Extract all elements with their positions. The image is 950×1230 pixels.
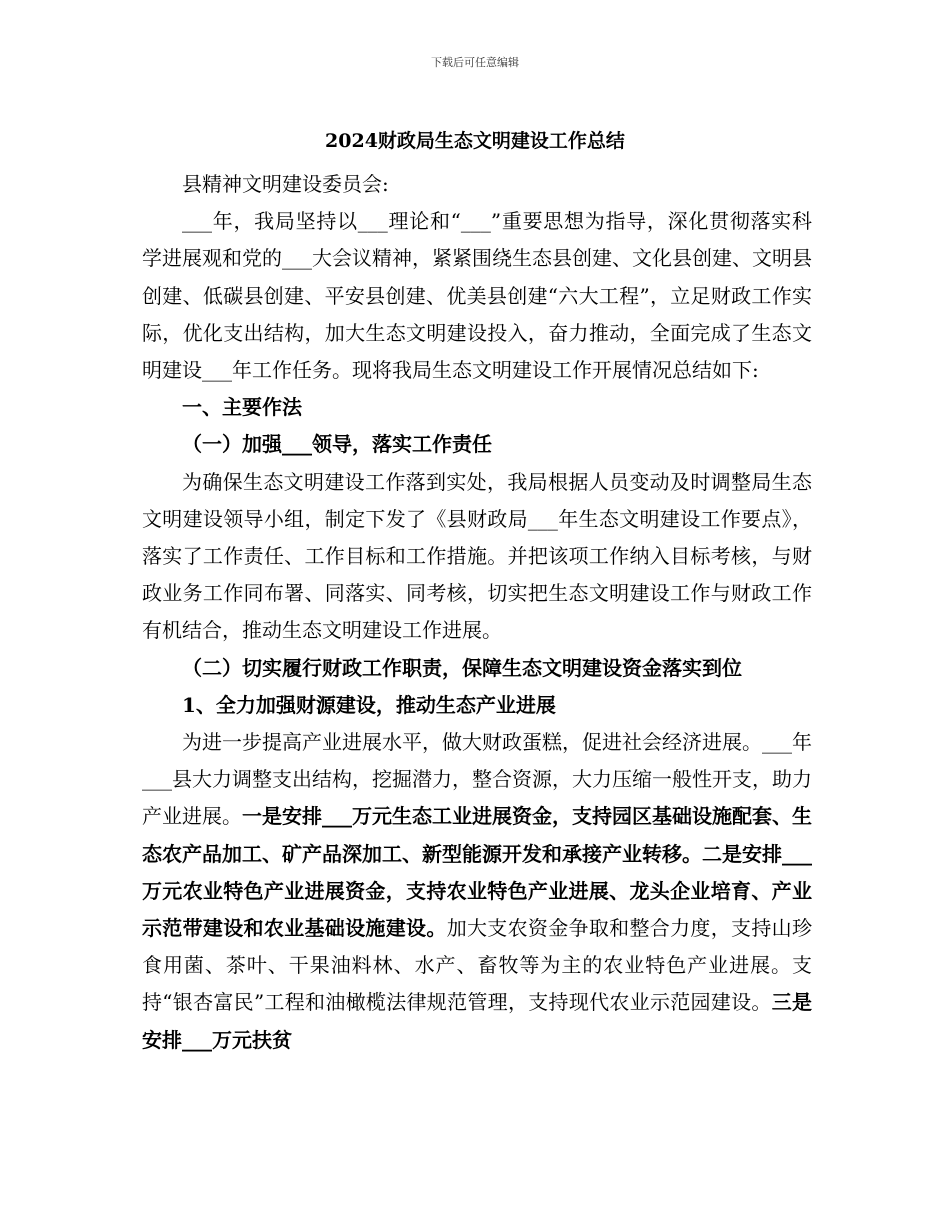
text-run: 一、主要作法 <box>182 395 302 420</box>
document-title: 2024财政局生态文明建设工作总结 <box>325 130 625 152</box>
text-run: （二）切实履行财政工作职责，保障生态文明建设资金落实到位 <box>182 655 742 680</box>
text-run: 为进一步提高产业进展水平，做大财政蛋糕，促进社会经济进展。___年___县大力调整支出结构，挖掘潜力，整合资源，大力压缩一般性开支，助力产业进展。 <box>142 730 812 829</box>
bold-text-run: 一是安排___万元生态工业进展资金，支持园区基础设施配套、生态农产品加工、矿产品深加工、新型能源开发和承接产业转移。二是安排___万元农业特色产业进展资金，支持农业特色产业进展、龙头企业培育、产业示范带建设和农业基础设施建设。 <box>142 804 812 941</box>
text-run: 为确保生态文明建设工作落到实处，我局根据人员变动及时调整局生态文明建设领导小组，制定下发了《县财政局___年生态文明建设工作要点》，落实了工作责任、工作目标和工作措施。并把该项工作纳入目标考核，与财政业务工作同布署、同落实、同考核，切实把生态文明建设工作与财政工作有机结合，推动生态文明建设工作进展。 <box>142 469 812 643</box>
text-run: （一）加强___领导，落实工作责任 <box>182 432 492 457</box>
text-run: 加大支农资金争取和整合力度，支持山珍食用菌、茶叶、干果油料林、水产、畜牧等为主的农业特色产业进展。支持“银杏富民”工程和油橄榄法律规范管理，支持现代农业示范园建设。 <box>142 916 812 1015</box>
document-body <box>142 166 812 1059</box>
section-heading <box>142 389 812 426</box>
section-heading <box>142 687 812 724</box>
body-paragraph <box>142 724 812 1059</box>
text-run: 县精神文明建设委员会: <box>182 172 389 196</box>
body-paragraph <box>142 166 812 203</box>
text-run: ___年，我局坚持以___理论和“___”重要思想为指导，深化贯彻落实科学进展观和党的___大会议精神，紧紧围绕生态县创建、文化县创建、文明县创建、低碳县创建、平安县创建、优美县创建“六大工程”，立足财政工作实际，优化支出结构，加大生态文明建设投入，奋力推动，全面完成了生态文明建设___年工作任务。现将我局生态文明建设工作开展情况总结如下: <box>142 209 812 383</box>
bold-text-run: 三是安排___万元扶贫 <box>142 990 813 1052</box>
text-run: 1、全力加强财源建设，推动生态产业进展 <box>182 692 556 717</box>
header-note: 下载后可任意编辑 <box>431 56 519 69</box>
section-heading <box>142 426 812 463</box>
body-paragraph <box>142 464 812 650</box>
section-heading <box>142 650 812 687</box>
body-paragraph <box>142 203 812 389</box>
